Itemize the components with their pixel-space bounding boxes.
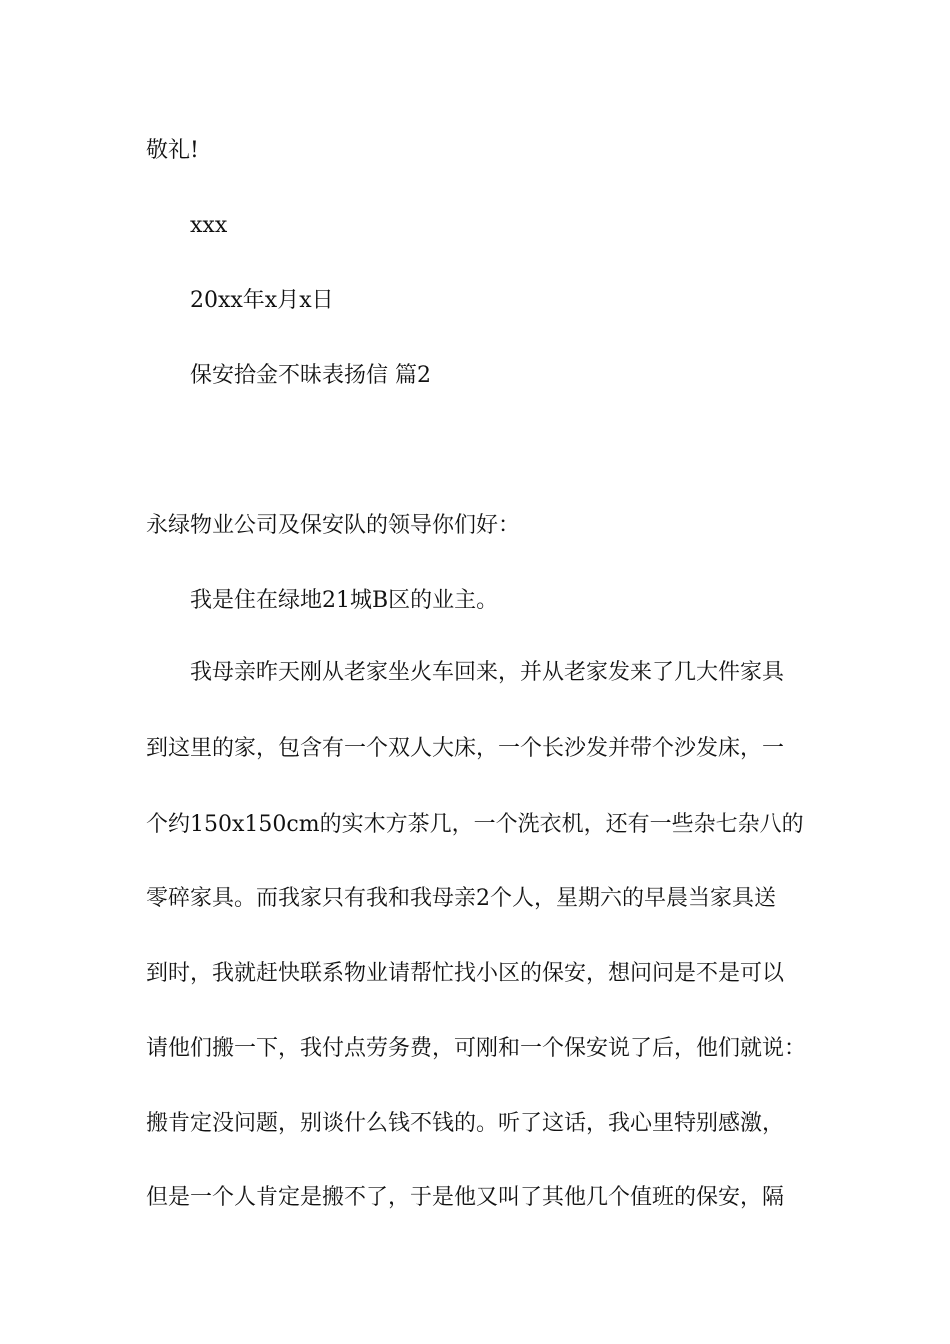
body-line: 个约150x150cm的实木方茶几，一个洗衣机，还有一些杂七杂八的 [146, 812, 804, 837]
body-line: 我母亲昨天刚从老家坐火车回来，并从老家发来了几大件家具 [190, 660, 785, 685]
closing-date: 20xx年x月x日 [190, 288, 334, 313]
letter-greeting: 永绿物业公司及保安队的领导你们好： [146, 513, 521, 538]
body-line: 搬肯定没问题，别谈什么钱不钱的。听了这话，我心里特别感激， [146, 1111, 785, 1136]
body-line: 到时，我就赶快联系物业请帮忙找小区的保安，想问问是不是可以 [146, 961, 785, 986]
body-line: 请他们搬一下，我付点劳务费，可刚和一个保安说了后，他们就说： [146, 1036, 807, 1061]
body-line: 到这里的家，包含有一个双人大床，一个长沙发并带个沙发床，一 [146, 736, 785, 761]
section-heading: 保安拾金不昧表扬信 篇2 [190, 363, 431, 388]
closing-signature: xxx [190, 213, 228, 238]
letter-intro: 我是住在绿地21城B区的业主。 [190, 588, 499, 613]
body-line: 但是一个人肯定是搬不了，于是他又叫了其他几个值班的保安，隔 [146, 1185, 785, 1210]
body-line: 零碎家具。而我家只有我和我母亲2个人，星期六的早晨当家具送 [146, 886, 776, 911]
closing-salutation: 敬礼! [146, 138, 199, 163]
